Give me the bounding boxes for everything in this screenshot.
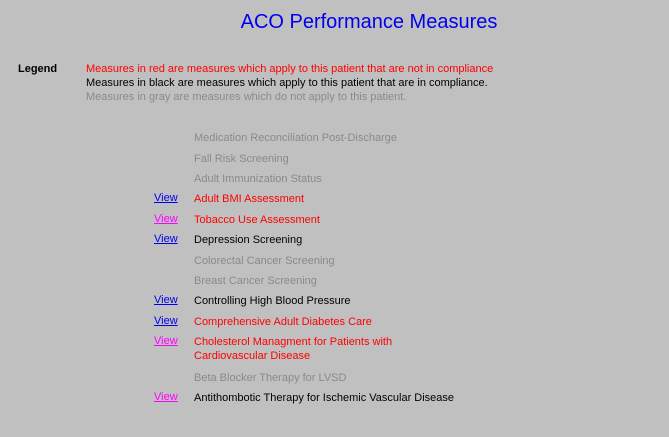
view-link-cholesterol-management[interactable]: View <box>154 335 178 347</box>
view-link-high-blood-pressure[interactable]: View <box>154 294 178 306</box>
measure-label: Antithombotic Therapy for Ischemic Vascular Disease <box>194 392 455 404</box>
measure-label: Medication Reconciliation Post-Discharge <box>194 132 397 144</box>
measure-label: Colorectal Cancer Screening <box>194 255 335 267</box>
view-link-depression-screening[interactable]: View <box>154 233 178 245</box>
measure-label: Comprehensive Adult Diabetes Care <box>194 316 372 328</box>
measure-label: Cholesterol Managment for Patients with <box>194 336 393 348</box>
measure-label-line2: Cardiovascular Disease <box>194 350 311 362</box>
legend-in-compliance: Measures in black are measures which apply to this patient that are in compliance. <box>86 77 488 89</box>
measure-label: Fall Risk Screening <box>194 153 289 165</box>
measure-label: Beta Blocker Therapy for LVSD <box>194 372 347 384</box>
legend-not-applicable: Measures in gray are measures which do not apply to this patient. <box>86 91 407 103</box>
legend-not-in-compliance: Measures in red are measures which apply to this patient that are not in compliance <box>86 63 494 75</box>
page-title: ACO Performance Measures <box>240 11 498 33</box>
view-link-tobacco-use[interactable]: View <box>154 213 178 225</box>
measure-label: Depression Screening <box>194 234 303 246</box>
measure-label: Adult BMI Assessment <box>194 193 305 205</box>
view-link-adult-bmi[interactable]: View <box>154 192 178 204</box>
measure-label: Breast Cancer Screening <box>194 275 317 287</box>
view-link-diabetes-care[interactable]: View <box>154 315 178 327</box>
legend-label: Legend <box>18 63 58 75</box>
measure-label: Tobacco Use Assessment <box>194 214 320 226</box>
view-link-antithrombotic-therapy[interactable]: View <box>154 391 178 403</box>
measure-label: Controlling High Blood Pressure <box>194 295 351 307</box>
measure-label: Adult Immunization Status <box>194 173 322 185</box>
